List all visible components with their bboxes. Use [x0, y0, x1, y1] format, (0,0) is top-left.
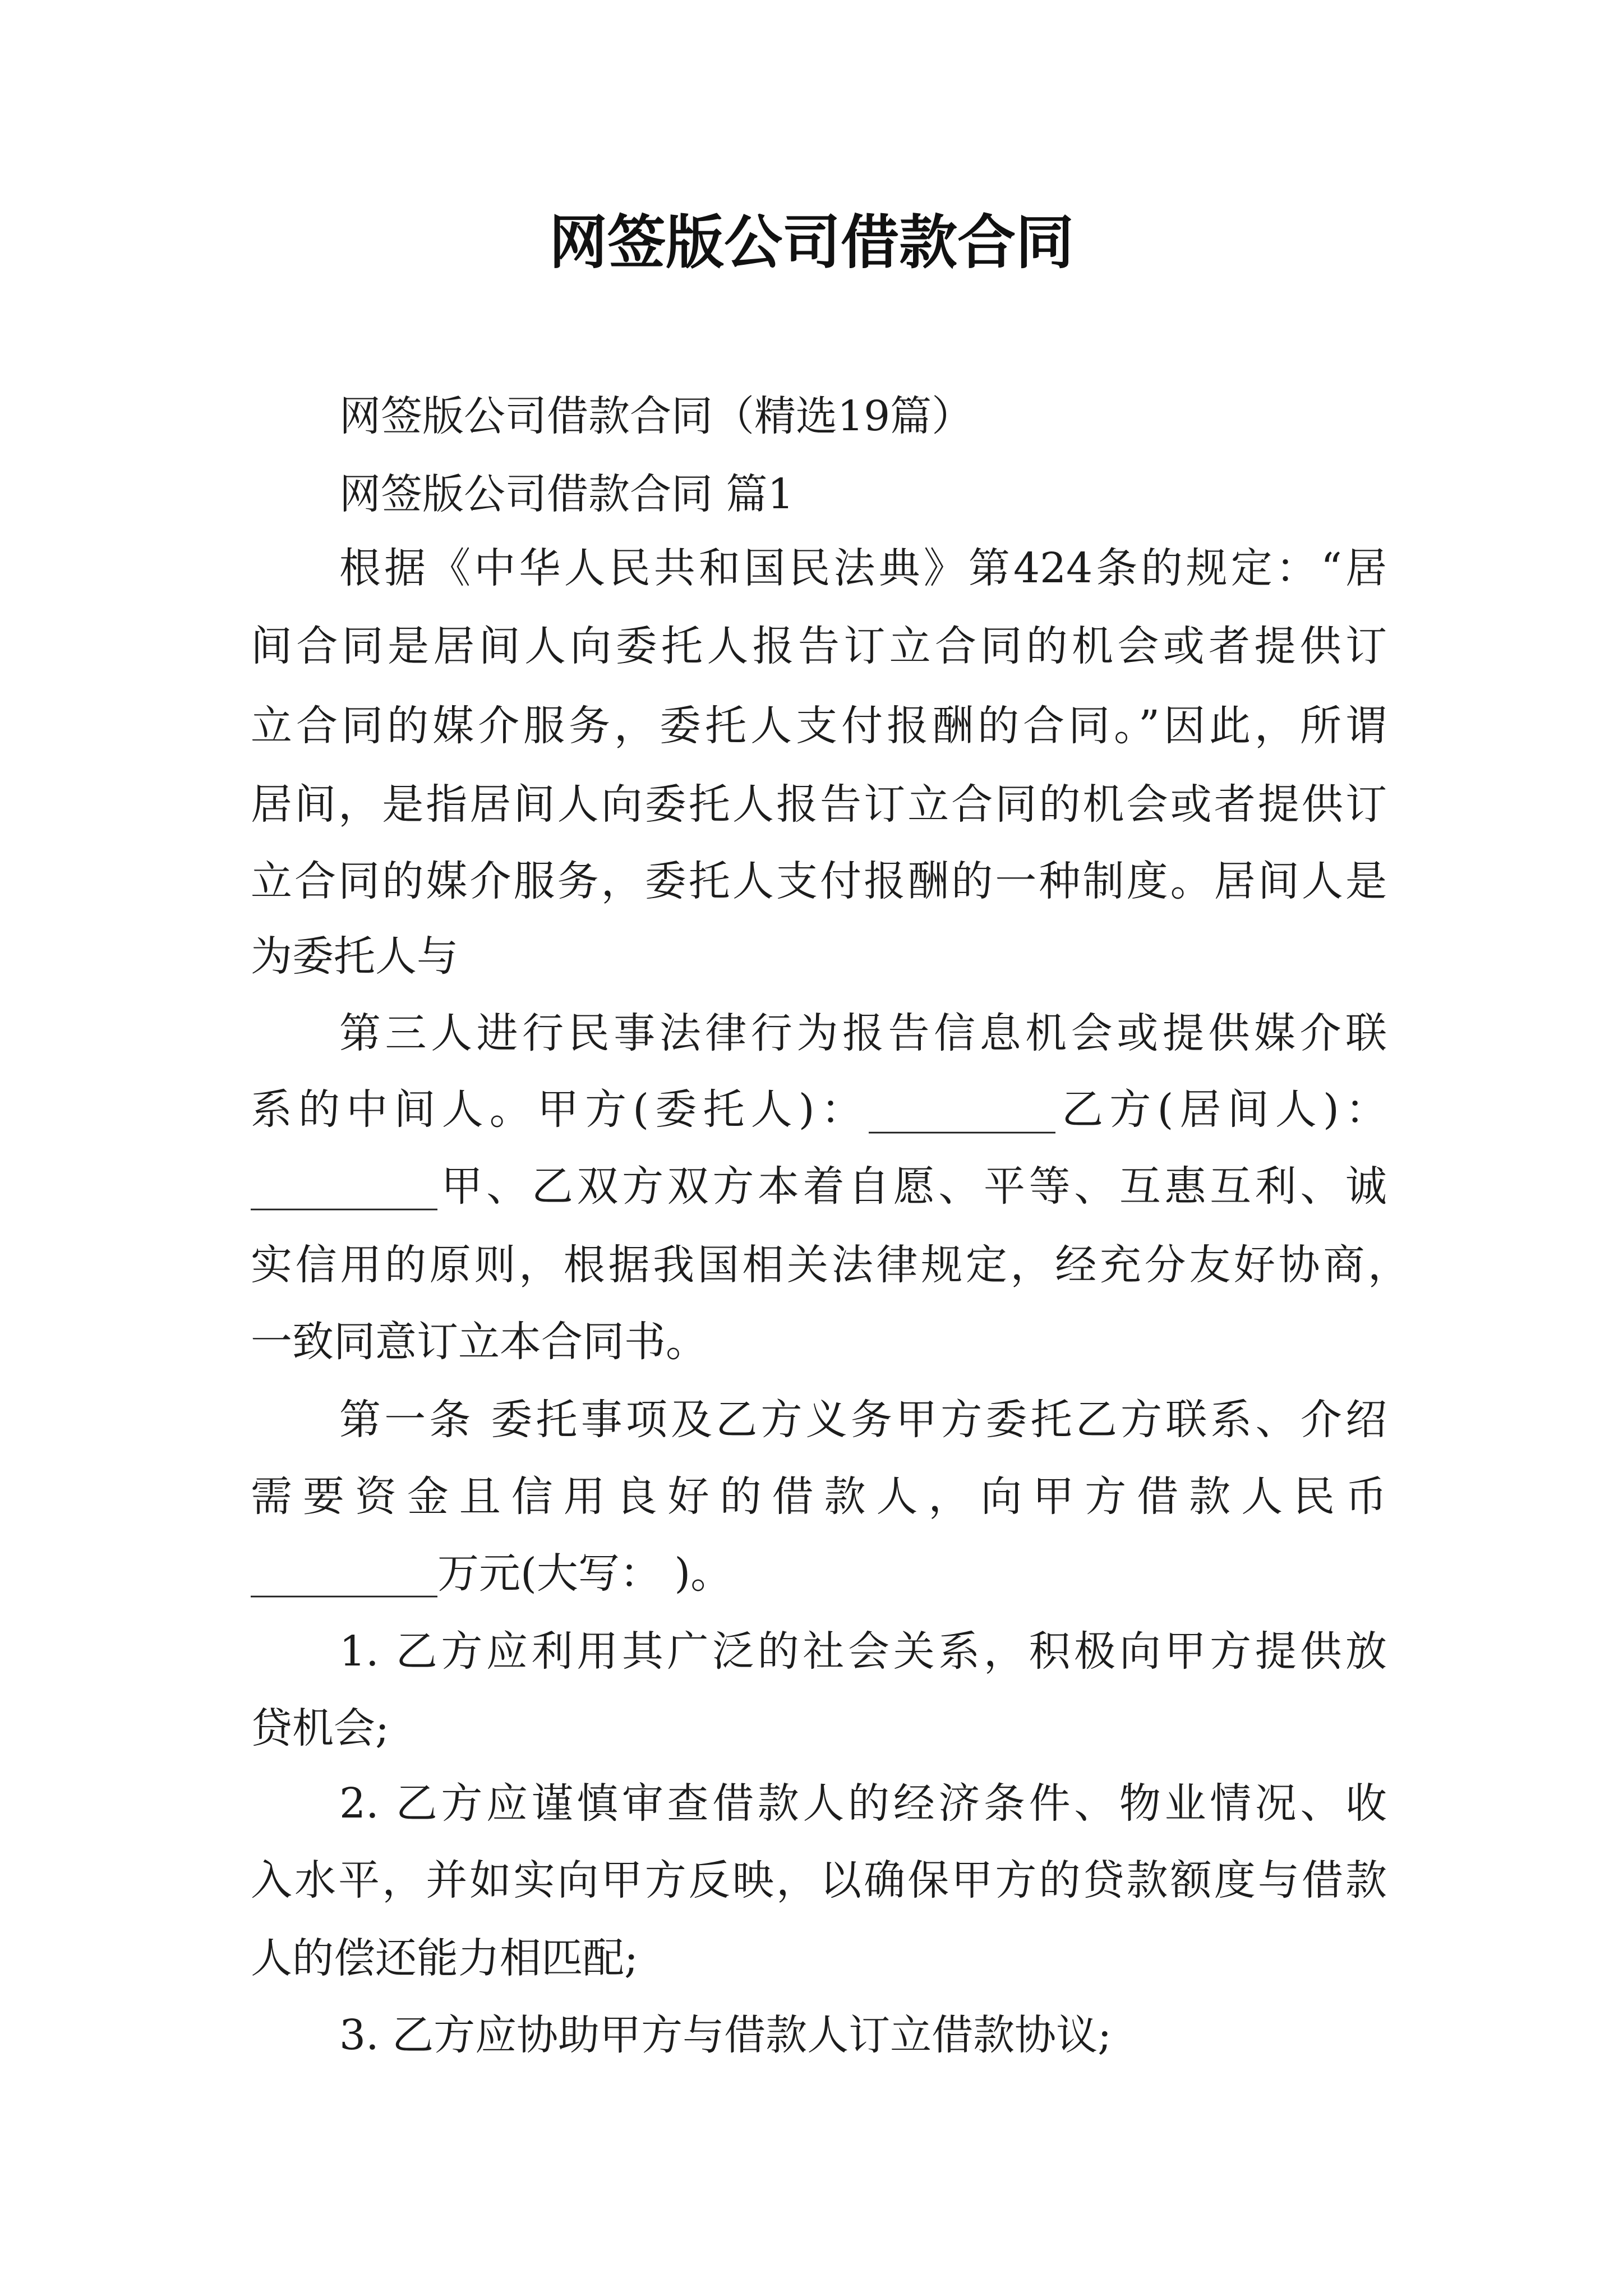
text-line: 2. 乙方应谨慎审查借款人的经济条件、物业情况、收: [339, 1779, 1387, 1828]
text-line: 网签版公司借款合同 篇1: [339, 470, 794, 518]
text-line: 需要资金且信用良好的借款人，向甲方借款人民币: [251, 1473, 1387, 1521]
text-line: 根据《中华人民共和国民法典》第424条的规定：“居: [339, 544, 1387, 592]
text-line: 贷机会;: [251, 1704, 389, 1752]
text-line: 3. 乙方应协助甲方与借款人订立借款协议;: [339, 2011, 1112, 2059]
text-line: 实信用的原则，根据我国相关法律规定，经充分友好协商，: [251, 1241, 1409, 1289]
text-line: 第三人进行民事法律行为报告信息机会或提供媒介联: [339, 1009, 1387, 1057]
text-line: _________万元(大写： )。: [251, 1549, 732, 1598]
text-line: _________甲、乙双方双方本着自愿、平等、互惠互利、诚: [251, 1162, 1387, 1211]
text-line: 入水平，并如实向甲方反映，以确保甲方的贷款额度与借款: [251, 1856, 1387, 1904]
document-title: 网签版公司借款合同: [548, 208, 1074, 277]
text-line: 一致同意订立本合同书。: [251, 1318, 707, 1366]
text-line: 人的偿还能力相匹配;: [251, 1934, 638, 1982]
text-line: 1. 乙方应利用其广泛的社会关系，积极向甲方提供放: [339, 1627, 1387, 1676]
text-line: 间合同是居间人向委托人报告订立合同的机会或者提供订: [251, 622, 1387, 670]
text-line: 立合同的媒介服务，委托人支付报酬的一种制度。居间人是: [251, 857, 1387, 905]
text-line: 居间，是指居间人向委托人报告订立合同的机会或者提供订: [251, 780, 1387, 829]
text-line: 第一条 委托事项及乙方义务甲方委托乙方联系、介绍: [339, 1396, 1387, 1444]
text-line: 网签版公司借款合同（精选19篇）: [339, 392, 974, 440]
text-line: 为委托人与: [251, 932, 458, 981]
text-line: 系的中间人。甲方(委托人)：_________乙方(居间人)：: [251, 1085, 1387, 1134]
text-line: 立合同的媒介服务，委托人支付报酬的合同。”因此，所谓: [251, 702, 1387, 750]
